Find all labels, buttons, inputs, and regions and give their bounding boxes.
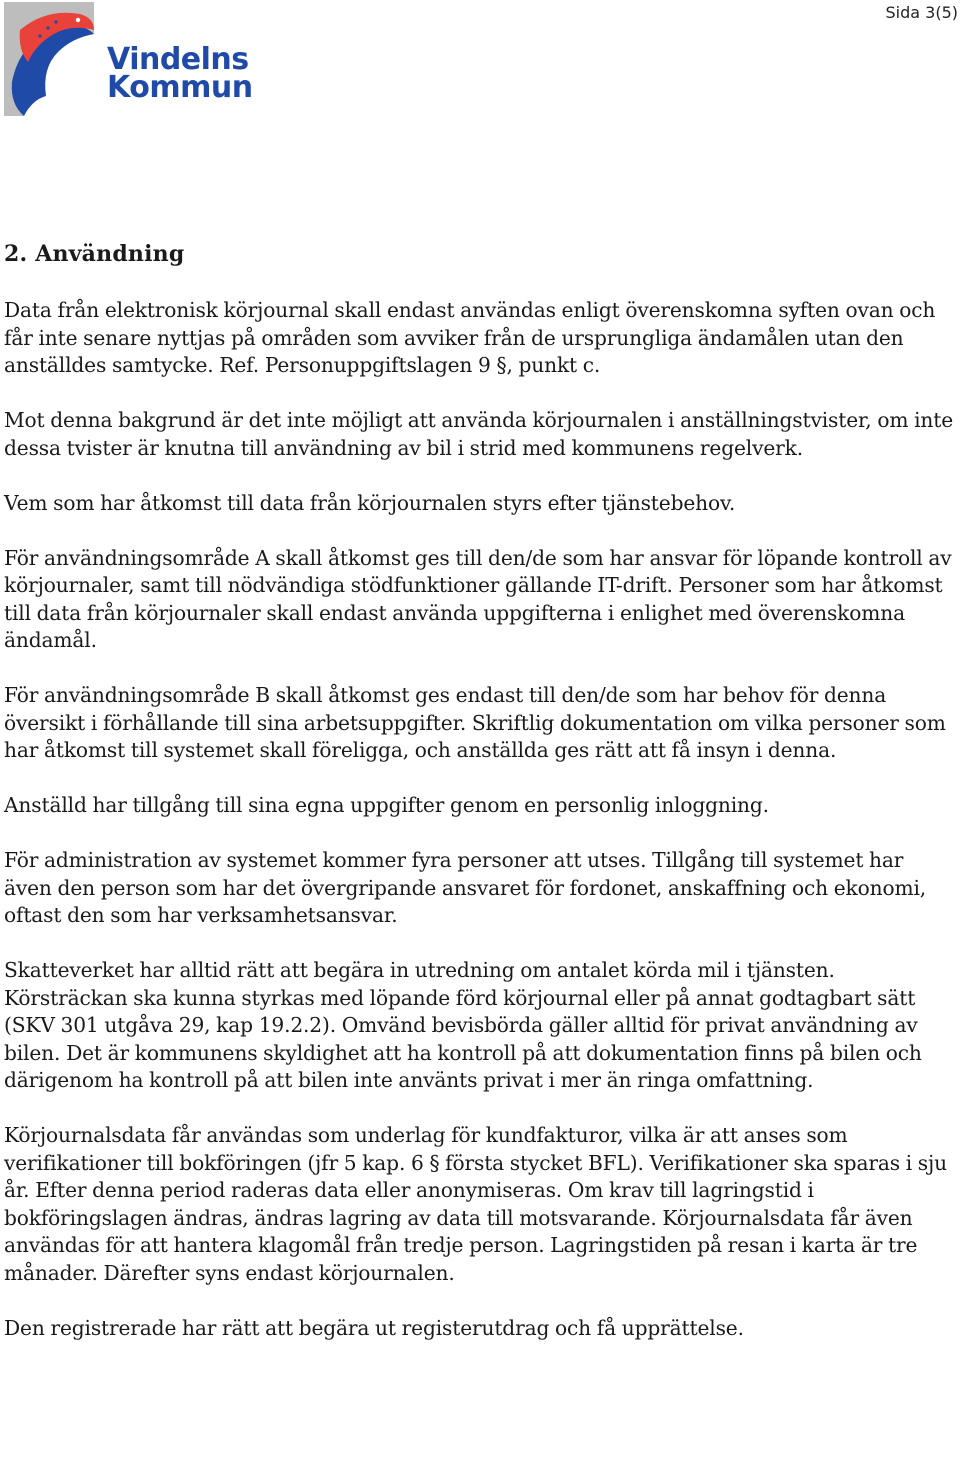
paragraph: Anställd har tillgång till sina egna uppgifter genom en personlig inloggning.	[4, 793, 769, 817]
document-body	[4, 238, 954, 1370]
paragraph: Data från elektronisk körjournal skall endast användas enligt överenskomna syften ovan och får inte senare nyttjas på områden som avviker från de ursprungliga ändamålen utan den anställdes samtycke. Ref. Personuppgiftslagen 9 §, punkt c.	[4, 298, 936, 377]
paragraph: För administration av systemet kommer fyra personer att utses. Tillgång till systemet har även den person som har det övergripande ansvaret för fordonet, anskaffning och ekonomi, oftast den som har verksamhetsansvar.	[4, 848, 927, 927]
paragraph: Skatteverket har alltid rätt att begära in utredning om antalet körda mil i tjänsten. Körsträckan ska kunna styrkas med löpande förd körjournal eller på annat godtagbart sätt (SKV 301 utgåva 29, kap 19.2.2). Omvänd bevisbörda gäller alltid för privat användning av bilen. Det är kommunens skyldighet att ha kontroll på att dokumentation finns på bilen och därigenom ha kontroll på att bilen inte använts privat i mer än ringa omfattning.	[4, 958, 922, 1092]
logo-line-1: Vindelns	[107, 42, 249, 77]
salmon-logo-icon	[2, 0, 102, 118]
paragraph: Vem som har åtkomst till data från körjournalen styrs efter tjänstebehov.	[4, 490, 736, 515]
logo-line-2: Kommun	[107, 70, 253, 105]
paragraph: För användningsområde A skall åtkomst ges till den/de som har ansvar för löpande kontroll av körjournaler, samt till nödvändiga stödfunktioner gällande IT-drift. Personer som har åtkomst till data från körjournaler skall endast använda uppgifterna i enlighet med överenskomna ändamål.	[4, 545, 952, 652]
paragraph: Körjournalsdata får användas som underlag för kundfakturor, vilka är att anses som verifikationer till bokföringen (jfr 5 kap. 6 § första stycket BFL). Verifikationer ska sparas i sju år. Efter denna period raderas data eller anonymiseras. Om krav till lagringstid i bokföringslagen ändras, ändras lagring av data till motsvarande. Körjournalsdata får även användas för att hantera klagomål från tredje person. Lagringstiden på resan i karta är tre månader. Därefter syns endast körjournalen.	[4, 1123, 947, 1285]
section-heading: 2. Användning	[4, 241, 185, 267]
paragraph: Den registrerade har rätt att begära ut registerutdrag och få upprättelse.	[4, 1315, 744, 1340]
paragraph: Mot denna bakgrund är det inte möjligt att använda körjournalen i anställningstvister, om inte dessa tvister är knutna till användning av bil i strid med kommunens regelverk.	[4, 408, 954, 460]
municipality-logo	[2, 0, 253, 118]
page-number: Sida 3(5)	[885, 3, 958, 22]
logo-wordmark	[107, 42, 253, 105]
paragraph: För användningsområde B skall åtkomst ges endast till den/de som har behov för denna översikt i förhållande till sina arbetsuppgifter. Skriftlig dokumentation om vilka personer som har åtkomst till systemet skall föreligga, och anställda ges rätt att få insyn i denna.	[4, 683, 946, 762]
